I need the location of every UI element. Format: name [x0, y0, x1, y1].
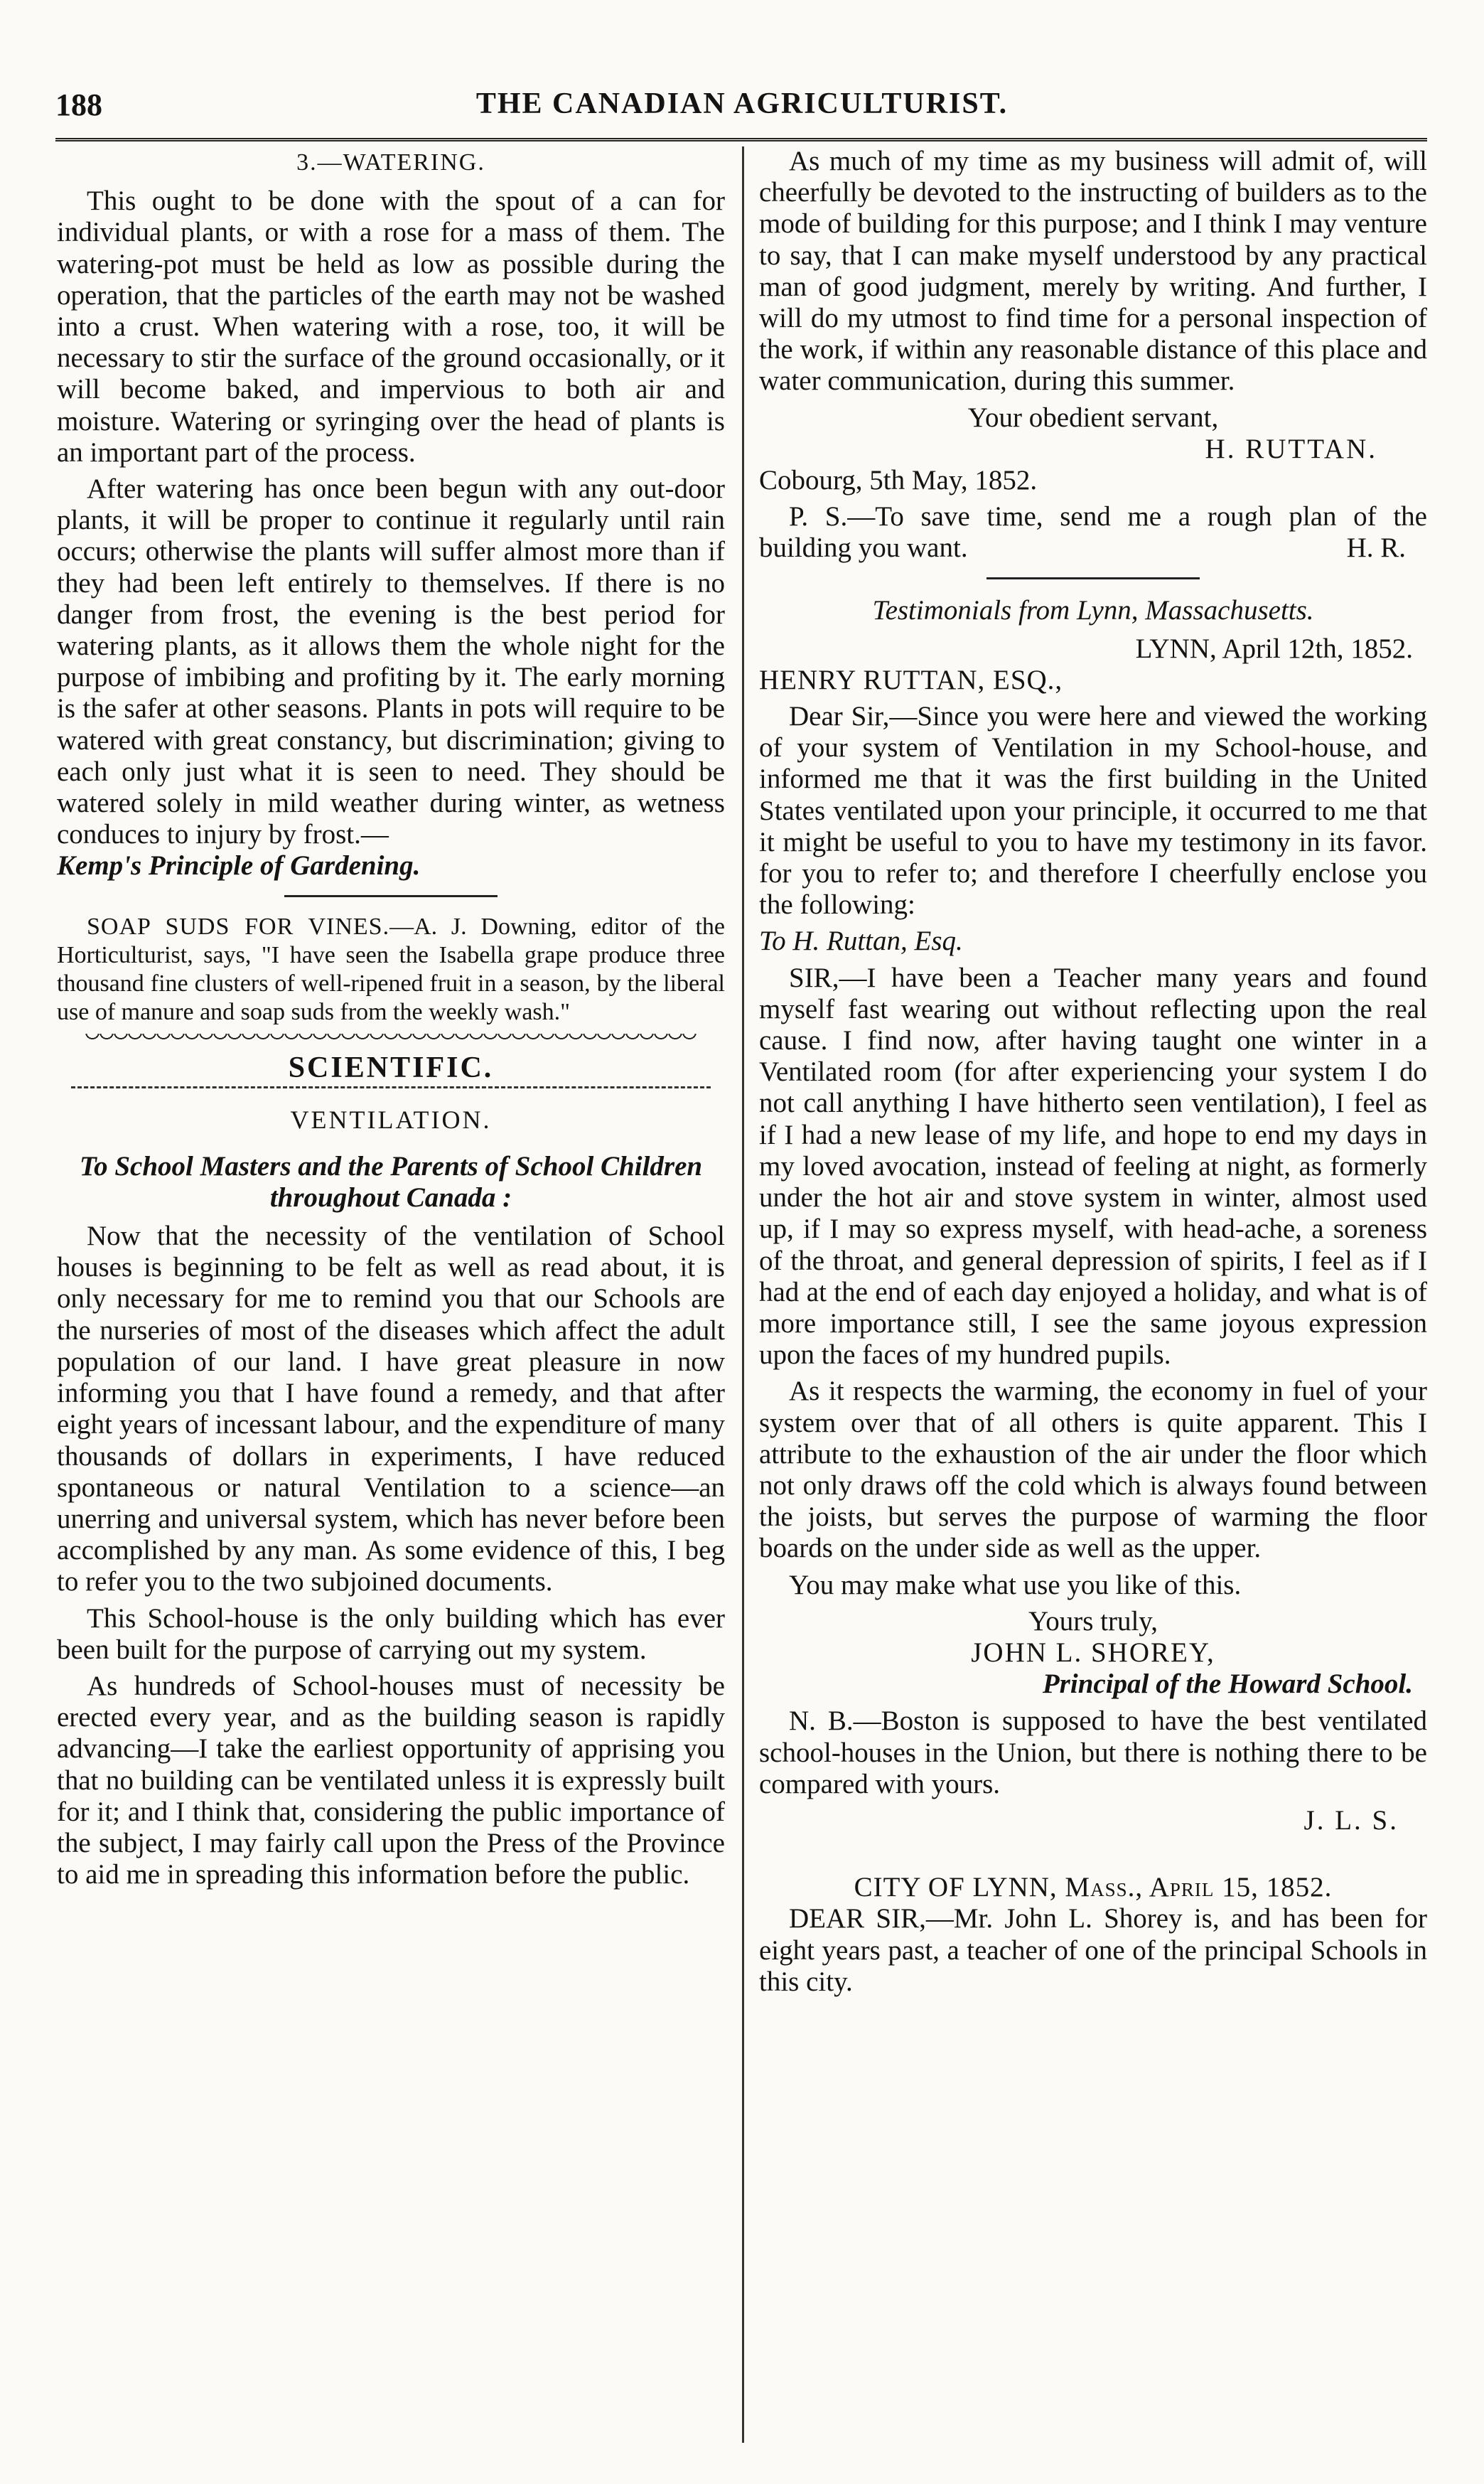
- left-column: [57, 146, 725, 1895]
- watering-heading: 3.—WATERING.: [296, 149, 485, 176]
- header-rule: [55, 138, 1427, 141]
- column-divider: [742, 146, 744, 2443]
- page-number: 188: [55, 87, 102, 122]
- soap-suds-paragraph: [57, 913, 725, 1027]
- address-line: To School Masters and the Parents of School Children throughout Canada :: [79, 1151, 703, 1214]
- city-dateline: CITY OF LYNN, Mass., April 15, 1852.: [854, 1872, 1333, 1903]
- nb-initials: J. L. S.: [1303, 1804, 1399, 1836]
- right-column: [759, 146, 1427, 2003]
- letter2-paragraph-2: As it respects the warming, the economy in fuel of your system over that of all others is quite apparent. This I attribute to the exhaustion of the air under the floor which not only draws off the cold which is always found between the joists, but serves the purpose of warming the floor boards on the under side as well as the upper.: [759, 1376, 1427, 1564]
- nb-paragraph: N. B.—Boston is supposed to have the best ventilated school-houses in the Union, but there is nothing there to be compared with yours.: [759, 1706, 1427, 1799]
- yours-truly: Yours truly,: [1028, 1605, 1158, 1637]
- watering-paragraph-2-text: After watering has once been begun with any out-door plants, it will be proper to continue it regularly until rain occurs; otherwise the plants will suffer almost more than if they had been left entirely to themselves. If there is no danger from frost, the evening is the best period for watering plants, as it allows them the whole night for the purpose of imbibing and profiting by it. The early morning is the safer at other seasons. Plants in pots will require to be watered with great constancy, but discrimination; giving to each only just what it is seen to need. They should be watered solely in mild weather during winter, as wetness conduces to injury by frost.—: [57, 473, 725, 850]
- letter3-paragraph: DEAR SIR,—Mr. John L. Shorey is, and has been for eight years past, a teacher of one of the principal Schools in this city.: [759, 1903, 1427, 1997]
- addressee: HENRY RUTTAN, ESQ.,: [759, 664, 1063, 695]
- ventilation-heading: VENTILATION.: [290, 1105, 492, 1134]
- ventilation-paragraph-3: As hundreds of School-houses must of necessity be erected every year, and as the building season is rapidly advancing—I take the earliest opportunity of apprising you that no building can be ventilated unless it is expressly built for it; and I think that, considering the public importance of the subject, I may fairly call upon the Press of the Province to aid me in spreading this information before the public.: [57, 1670, 725, 1890]
- testimonials-heading: Testimonials from Lynn, Massachusetts.: [872, 594, 1314, 626]
- postscript-text: P. S.—To save time, send me a rough plan of the building you want.: [759, 501, 1427, 564]
- wavy-rule-top: [85, 1034, 697, 1045]
- soap-suds-lead: SOAP SUDS FOR VINES.: [87, 913, 390, 940]
- section-rule: [284, 895, 498, 897]
- ventilation-paragraph-2: This School-house is the only building which has ever been built for the purpose of carrying out my system.: [57, 1602, 725, 1665]
- place-date: Cobourg, 5th May, 1852.: [759, 465, 1038, 496]
- ventilation-paragraph-1: Now that the necessity of the ventilation of School houses is beginning to be felt as well as read about, it is only necessary for me to remind you that our Schools are the nurseries of most of the diseases which affect the adult population of our land. I have great pleasure in now informing you that I have found a remedy, and that after eight years of incessant labour, and the expenditure of many thousands of dollars in experiments, I have reduced spontaneous or natural Ventilation to a science—an unerring and universal system, which has never before been accomplished by any man. As some evidence of this, I beg to refer you to the two subjoined documents.: [57, 1221, 725, 1597]
- letter2-paragraph-1: SIR,—I have been a Teacher many years and found myself fast wearing out without reflecting upon the real cause. I find now, after having taught one winter in a Ventilated room (for after experiencing your system I do not call anything I have hitherto seen ventilation), I feel as if I had a new lease of my life, and hope to end my days in my loved avocation, instead of feeling at night, as formerly under the hot air and stove system in winter, almost used up, if I may so express myself, with head-ache, a soreness of the throat, and general depression of spirits, I feel as if I had at the end of each day enjoyed a holiday, and what is of more importance still, I see the same joyous expression upon the faces of my hundred pupils.: [759, 962, 1427, 1371]
- wavy-rule-bottom: [71, 1086, 711, 1096]
- to-line: To H. Ruttan, Esq.: [759, 926, 963, 957]
- lynn-dateline: LYNN, April 12th, 1852.: [1135, 633, 1413, 664]
- right-section-rule: [986, 577, 1200, 579]
- postscript: [759, 501, 1427, 564]
- shorey-name: JOHN L. SHOREY,: [971, 1637, 1215, 1668]
- page-header: [55, 80, 1429, 136]
- soap-suds-body: —A. J. Downing, editor of the Horticulturist, says, "I have seen the Isabella grape produce three thousand fine clusters of well-ripened fruit in a season, by the liberal use of manure and soap suds from the weekly wash.": [57, 913, 725, 1025]
- ruttan-signature: H. RUTTAN.: [1205, 433, 1377, 464]
- watering-paragraph-1: This ought to be done with the spout of a can for individual plants, or with a rose for a mass of them. The watering-pot must be held as low as possible during the operation, that the particles of the earth may not be washed into a crust. When watering with a rose, too, it will be necessary to stir the surface of the ground occasionally, or it will become baked, and impervious to both air and moisture. Watering or syringing over the head of plants is an important part of the process.: [57, 186, 725, 468]
- ruttan-paragraph: As much of my time as my business will admit of, will cheerfully be devoted to the instructing of builders as to the mode of building for this purpose; and I think I may venture to say, that I can make myself understood by any practical man of good judgment, merely by writing. And further, I will do my utmost to find time for a personal inspection of the work, if within any reasonable distance of this place and water communication, during this summer.: [759, 146, 1427, 397]
- shorey-title: Principal of the Howard School.: [1042, 1669, 1413, 1700]
- letter2-paragraph-3: You may make what use you like of this.: [789, 1569, 1242, 1600]
- watering-source: Kemp's Principle of Gardening.: [57, 850, 421, 882]
- watering-paragraph-2: [57, 473, 725, 882]
- closing-line: Your obedient servant,: [967, 402, 1219, 433]
- scientific-heading: SCIENTIFIC.: [288, 1051, 494, 1084]
- postscript-initials: H. R.: [1346, 532, 1406, 564]
- letter1-paragraph: Dear Sir,—Since you were here and viewed the working of your system of Ventilation in my School-house, and informed me that it was the first building in the United States ventilated upon your principle, it occurred to me that it might be useful to you to have my testimony in its favor. for you to refer to; and therefore I cheerfully enclose you the following:: [759, 701, 1427, 921]
- running-title: THE CANADIAN AGRICULTURIST.: [475, 87, 1009, 120]
